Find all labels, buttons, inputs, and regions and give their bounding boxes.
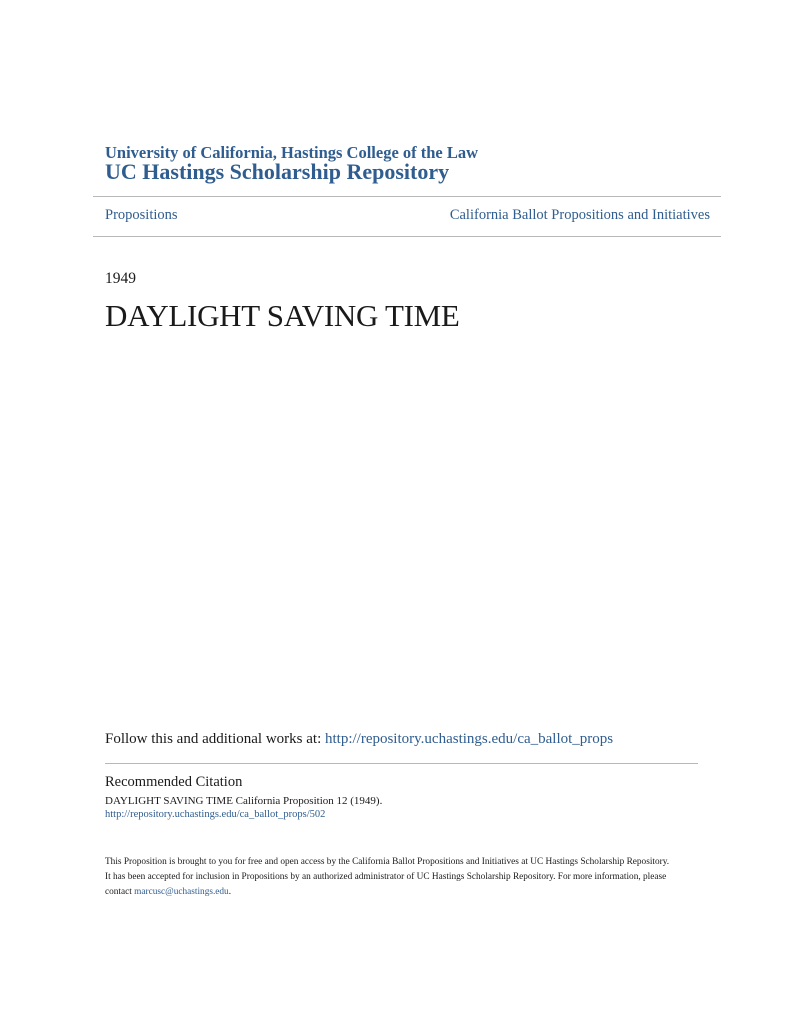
header-divider-bottom [93,236,721,237]
notice-contact-prefix: contact [105,887,135,897]
follow-line [105,731,613,748]
citation-url-link[interactable]: http://repository.uchastings.edu/ca_ballot_props/502 [105,809,326,820]
collection-link[interactable]: California Ballot Propositions and Initiatives [449,207,710,223]
notice-line-2: It has been accepted for inclusion in Propositions by an authorized administrator of UC Hastings Scholarship Repository. For more information, please [105,872,667,882]
contact-email-link[interactable]: marcusc@uchastings.edu [134,887,229,897]
notice-contact-suffix: . [228,887,232,897]
repository-name[interactable]: UC Hastings Scholarship Repository [105,159,450,184]
citation-divider [105,763,698,764]
publication-year: 1949 [105,270,136,287]
document-title: DAYLIGHT SAVING TIME [105,298,460,333]
access-notice [105,855,705,900]
collection-url-link[interactable]: http://repository.uchastings.edu/ca_ballot_props [324,731,614,747]
follow-label: Follow this and additional works at: [105,731,325,747]
institution-name: University of California, Hastings College of the Law [105,143,479,162]
citation-text: DAYLIGHT SAVING TIME California Proposition 12 (1949). [105,795,383,807]
citation-heading: Recommended Citation [105,774,243,790]
notice-line-1: This Proposition is brought to you for free and open access by the California Ballot Propositions and Initiatives at UC Hastings Scholarship Repository. [105,857,670,867]
propositions-link[interactable]: Propositions [105,207,178,223]
header-divider-top [93,196,721,197]
notice-line-3 [105,885,705,900]
